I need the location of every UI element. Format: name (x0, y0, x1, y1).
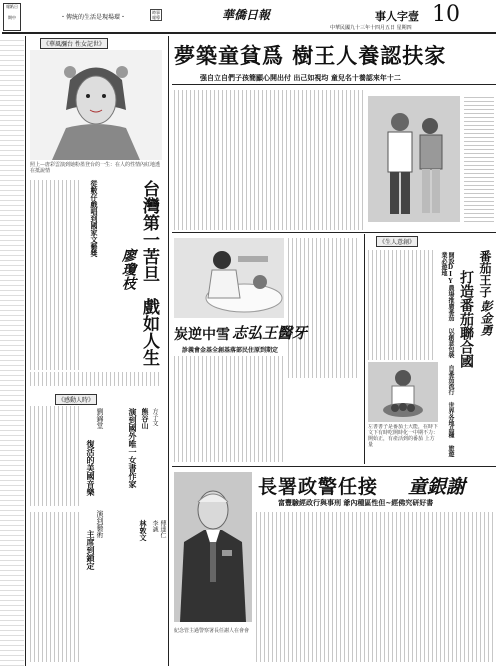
bottom-headline-b: 童銀謝 (408, 476, 466, 498)
tomato-subhead: 開設DIY農場推廣番茄 以創意包裝 自番茄流行 世界各地品種 旅遊業必遊地 (440, 252, 454, 457)
bottom-headline-a: 長署政警任接 (258, 476, 379, 498)
right-story-divider (364, 234, 365, 464)
dentist-text (288, 238, 360, 378)
vert-text-4: 劉錦堂 (96, 408, 104, 429)
tomato-headline-c: 打造番茄聯合國 (458, 270, 474, 368)
left-text-block-4 (30, 512, 80, 662)
tomato-headline-a: 番茄王子 (478, 250, 492, 298)
dentist-headline-a: 炭逆中雪 (174, 327, 230, 343)
tomato-photo (368, 362, 438, 422)
dentist-headline-b: 志弘王醫牙 (232, 324, 308, 342)
top-story-bottom-rule (172, 232, 496, 233)
vert-text-6: 演到藝術 (96, 510, 104, 538)
vert-text-8: 李誠 (151, 520, 158, 532)
left-text-block-1 (30, 180, 80, 370)
bottom-text-1 (256, 512, 494, 662)
left-ad-strip (0, 36, 24, 666)
masthead (0, 0, 500, 34)
subhead-drama: 從數仔戲唱到國家文藝獎 (90, 180, 99, 257)
left-box (3, 3, 21, 31)
date-line: 中華民國九十三年十四月五日 星期四 (330, 25, 412, 31)
headline-tw-first: 台灣第一苦旦 (139, 180, 159, 282)
vert-text-3: 演到國外唯一女書作家 (128, 408, 137, 488)
police-photo (174, 472, 252, 622)
left-text-block-3 (30, 406, 80, 506)
vert-text-2: 熊谷山 (141, 408, 149, 429)
vert-text-5: 復活的美國音樂 (86, 440, 95, 496)
top-story-subhead: 强自立自們子孩簡顯心開出付 出己如視均 童兒名十養認來年十二 (200, 73, 401, 82)
police-photo-caption: 紀念管主過警察署長任謝人在會會 (174, 628, 250, 634)
dentist-photo (174, 238, 284, 318)
opera-photo (30, 50, 162, 160)
bottom-subhead: 富豐驗經政行與事刑 爺內種區性但~經佛究研好書 (278, 498, 434, 507)
vert-text-10: 主席到鎖定 (86, 530, 95, 570)
tomato-photo-caption: 左書書子是番茄土大能，在時下文下有時吃開時化一中期不力：開始正，有產活到的番茄 上方量 (368, 424, 438, 448)
top-story-right-caption (464, 96, 494, 222)
opera-photo-caption: 照上—唐彩雲演到她粉墨登台的一生：在人的性情內紅地透在抵說情 (30, 162, 161, 174)
police-chief-image (174, 472, 252, 622)
headline-liao: 廖瓊枝 (120, 248, 136, 290)
top-story-rule (172, 84, 496, 85)
tomato-text-1 (368, 250, 436, 360)
couple-image (368, 96, 460, 222)
page-number: 10 (432, 2, 460, 27)
top-story-headline: 夢築童貧爲 樹王人養認扶家 (174, 44, 447, 68)
section-name: 事人字壹 (375, 10, 419, 23)
headline-drama: 戲如人生 (139, 298, 159, 366)
bottom-vert-left: 傳達仁 (159, 520, 166, 538)
left-ad-divider (25, 36, 26, 666)
dentist-text-2 (174, 356, 284, 462)
opera-performer-image (30, 50, 162, 160)
masthead-rule (2, 32, 496, 34)
masthead-slogan: ・傳統的生活是現場環・ (60, 14, 127, 21)
left-box-top: 報紙日 (6, 4, 18, 9)
left-text-block-2 (30, 372, 162, 386)
tag-creative-life: 《生人意創》 (376, 236, 418, 247)
vert-text-9: 林敦文 (139, 520, 147, 541)
middle-bottom-rule (172, 466, 496, 467)
dentist-subhead: 診義會金基全創基落部民住原到期定 (182, 347, 279, 354)
tomato-farmer-image (368, 362, 438, 422)
tag-huafeng: 《華風瀰台 性女記世》 (40, 38, 108, 49)
left-column-divider (168, 36, 169, 666)
left-box-bottom: 期中 (8, 15, 16, 20)
small-box: 時事報導 (152, 10, 160, 20)
top-story-text-1 (174, 90, 364, 230)
tag-touched: 《感動人時》 (55, 394, 97, 405)
tomato-headline-b: 彭金勇 (479, 300, 493, 336)
dentist-image (174, 238, 284, 318)
vert-text-1: 方子文 (151, 408, 158, 426)
couple-photo (368, 96, 460, 222)
paper-name: 華僑日報 (222, 8, 271, 22)
